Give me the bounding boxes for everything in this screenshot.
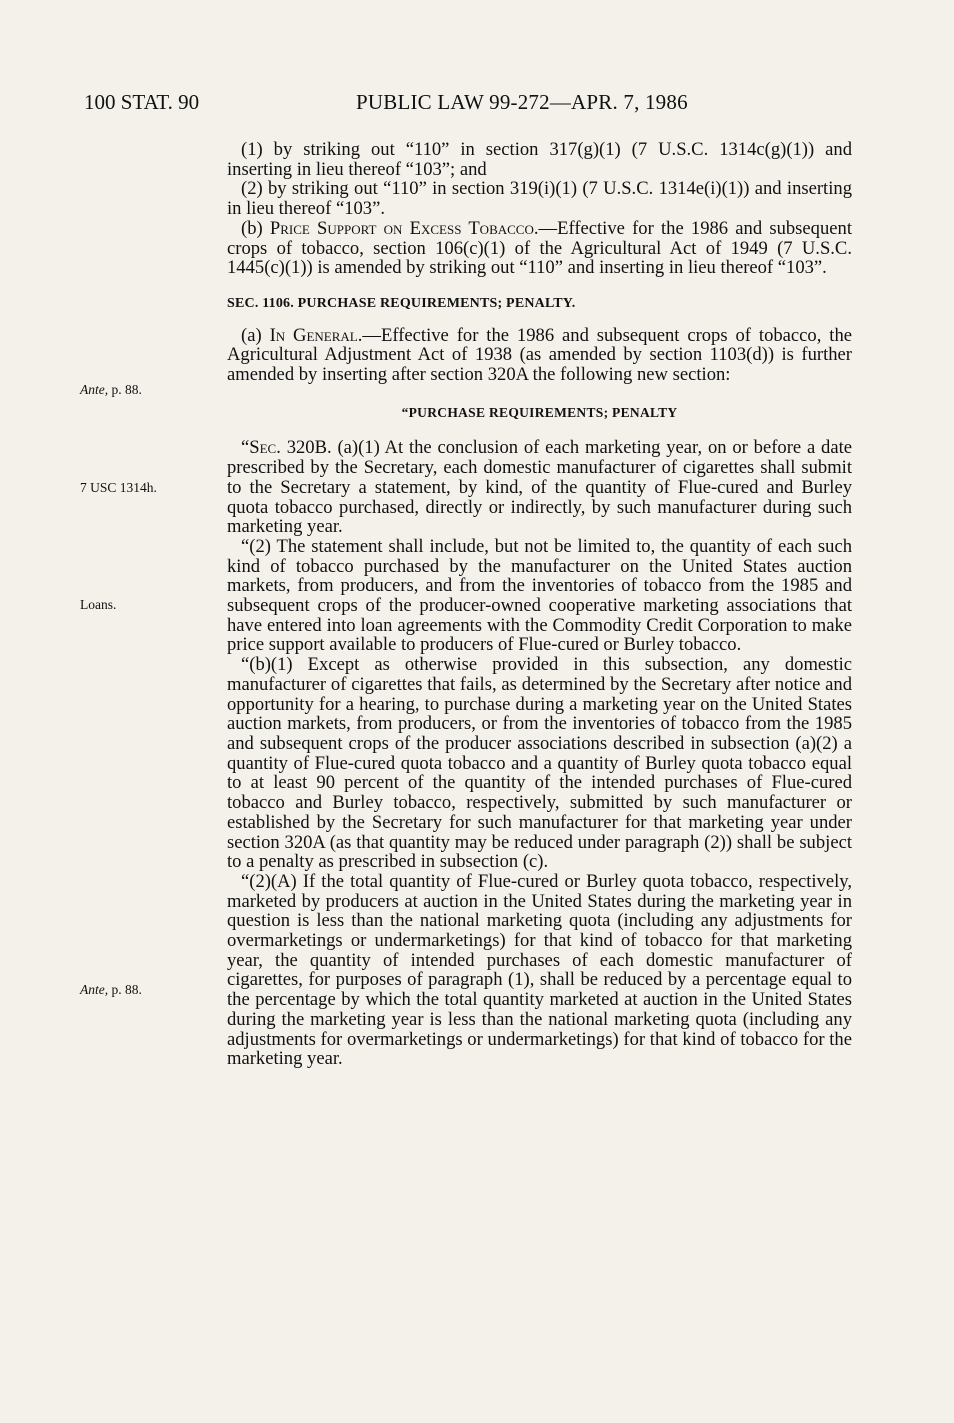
- paragraph-prefix: “: [241, 437, 250, 459]
- document-body: [227, 140, 852, 1069]
- section-heading: SEC. 1106. PURCHASE REQUIREMENTS; PENALTY.: [227, 295, 576, 311]
- subsection-heading: In General.: [269, 324, 363, 346]
- margin-note-ante-1: [80, 382, 142, 398]
- page-header: [84, 90, 864, 120]
- paragraph-2a: “(2)(A) If the total quantity of Flue-cured or Burley quota tobacco, respectively, marketed by producers at auction in the United States during the marketing year in question is less than the national marketing quota (including any adjustments for overmarketings or undermarketings) for that kind of tobacco for that marketing year, the quantity of intended purchases of each domestic manufacturer of cigarettes, for purposes of paragraph (1), shall be reduced by a percentage equal to the percentage by which the total quantity marketed at auction in the United States during the marketing year is less than the national marketing quota (including any adjustments for overmarketings or undermarketings) for that kind of tobacco for the marketing year.: [227, 870, 852, 1070]
- section-label: Sec.: [249, 437, 281, 459]
- paragraph-text: 320B. (a)(1) At the conclusion of each marketing year, on or before a date prescribed by the Secretary, each domestic manufacturer of cigarettes shall submit to the Secretary a statement, by kind, of the quantity of Flue-cured and Burley quota tobacco purchased, directly or indirectly, by such manufacturer during such marketing year.: [227, 437, 852, 538]
- public-law-title: PUBLIC LAW 99-272—APR. 7, 1986: [356, 90, 688, 114]
- paragraph-statement: “(2) The statement shall include, but not be limited to, the quantity of each such kind of tobacco purchased by the manufacturer on the United States auction markets, from producers, and from the inventories of tobacco from the 1985 and subsequent crops of the producer-owned cooperative marketing associations that have entered into loan agreements with the Commodity Credit Corporation to make price support available to producers of Flue-cured or Burley tobacco.: [227, 535, 852, 656]
- paragraph-price-support: [227, 219, 852, 278]
- margin-note-ante-page: p. 88.: [108, 982, 142, 997]
- margin-note-usc: 7 USC 1314h.: [80, 480, 157, 495]
- subsection-heading: Price Support on Excess Tobacco.: [269, 217, 539, 239]
- paragraph-in-general: [227, 326, 852, 385]
- margin-note-loans: Loans.: [80, 597, 117, 612]
- margin-note-ante-page: p. 88.: [108, 382, 142, 397]
- paragraph-prefix: (b): [241, 217, 270, 239]
- paragraph-b1: “(b)(1) Except as otherwise provided in this subsection, any domestic manufacturer of cigarettes that fails, as determined by the Secretary after notice and opportunity for a hearing, to purchase during a marketing year on the United States auction markets, from producers, or from the inventories of tobacco from the 1985 and subsequent crops of the producer associations described in subsection (a)(2) a quantity of Flue-cured quota tobacco and a quantity of Burley quota tobacco equal to at least 90 percent of the quantity of the intended purchases of Flue-cured tobacco and Burley tobacco, respectively, submitted by such manufacturer or established by the Secretary for such manufacturer for that marketing year under section 320A (as that quantity may be reduced under paragraph (2)) shall be subject to a penalty as prescribed in subsection (c).: [227, 654, 852, 873]
- margin-note-ante-2: [80, 982, 142, 998]
- paragraph-1: (1) by striking out “110” in section 317(g)(1) (7 U.S.C. 1314c(g)(1)) and inserting in lieu thereof “103”; and: [227, 139, 852, 180]
- margin-note-ante-italic: Ante,: [80, 382, 109, 397]
- paragraph-prefix: (a): [241, 324, 270, 346]
- margin-note-ante-italic: Ante,: [80, 982, 109, 997]
- paragraph-sec-320b: [227, 438, 852, 537]
- stat-citation: 100 STAT. 90: [84, 90, 200, 114]
- inserted-section-heading: “PURCHASE REQUIREMENTS; PENALTY: [401, 404, 678, 420]
- paragraph-2: (2) by striking out “110” in section 319(i)(1) (7 U.S.C. 1314e(i)(1)) and inserting in lieu thereof “103”.: [227, 178, 852, 220]
- paragraph-text: —Effective for the 1986 and subsequent crops of tobacco, section 106(c)(1) of the Agricultural Act of 1949 (7 U.S.C. 1445(c)(1)) is amended by striking out “110” and inserting in lieu thereof “103”.: [227, 217, 852, 279]
- paragraph-text: —Effective for the 1986 and subsequent crops of tobacco, the Agricultural Adjustment Act of 1938 (as amended by section 1103(d)) is further amended by inserting after section 320A the following new section:: [227, 324, 852, 386]
